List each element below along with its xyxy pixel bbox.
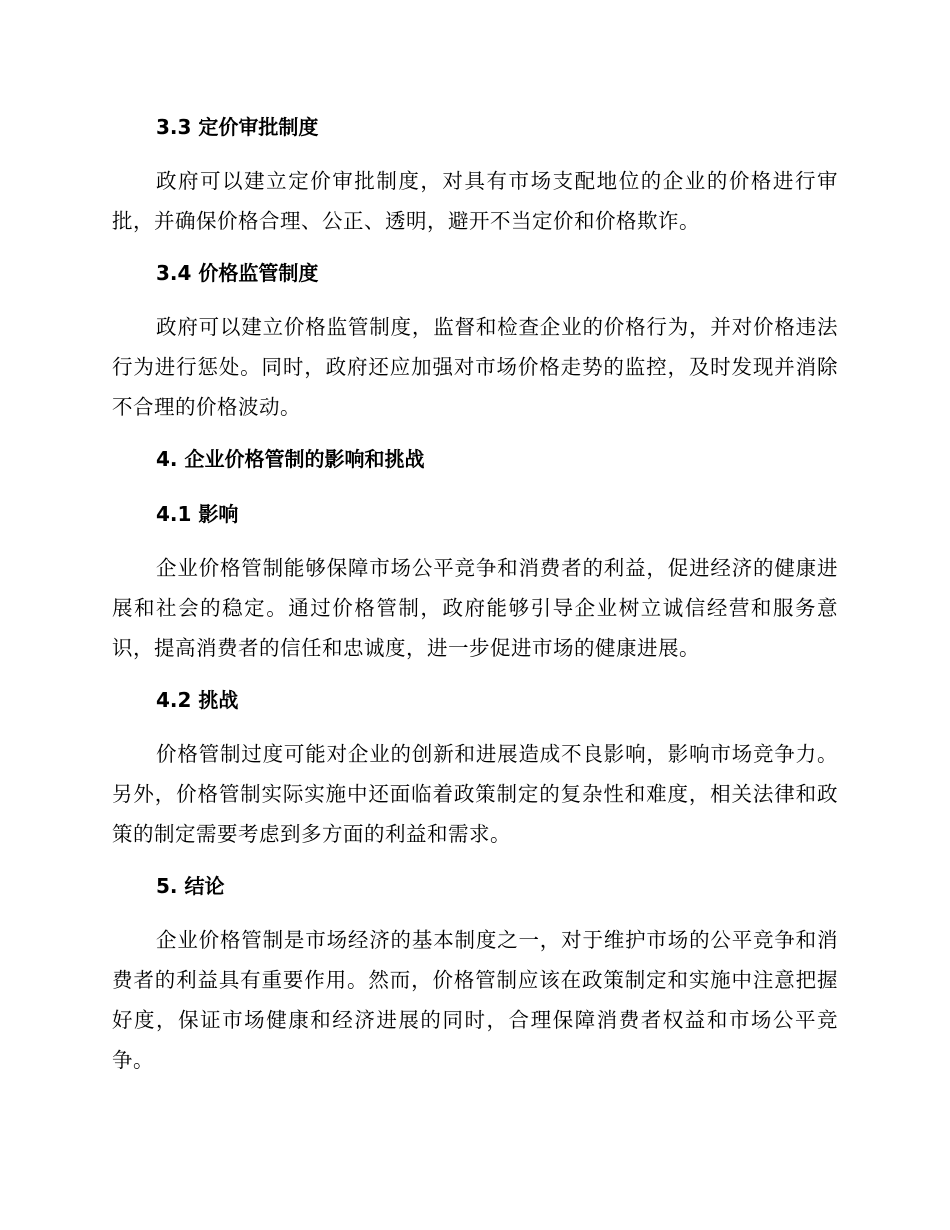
section-heading-3-4: 3.4 价格监管制度 [156, 261, 319, 285]
section-heading-5: 5. 结论 [156, 874, 225, 898]
section-paragraph-3-3: 政府可以建立定价审批制度，对具有市场支配地位的企业的价格进行审批，并确保价格合理、公正、透明，避开不当定价和价格欺诈。 [112, 169, 838, 233]
section-heading-4-2: 4.2 挑战 [156, 688, 239, 712]
section-heading-3-3: 3.3 定价审批制度 [156, 115, 319, 139]
section-heading-4: 4. 企业价格管制的影响和挑战 [156, 447, 425, 471]
section-heading-4-1: 4.1 影响 [156, 502, 239, 526]
section-paragraph-4-1: 企业价格管制能够保障市场公平竞争和消费者的利益，促进经济的健康进展和社会的稳定。通过价格管制，政府能够引导企业树立诚信经营和服务意识，提高消费者的信任和忠诚度，进一步促进市场的健康进展。 [112, 556, 838, 660]
document-page [112, 109, 838, 1080]
section-paragraph-5: 企业价格管制是市场经济的基本制度之一，对于维护市场的公平竞争和消费者的利益具有重要作用。然而，价格管制应该在政策制定和实施中注意把握好度，保证市场健康和经济进展的同时，合理保障消费者权益和市场公平竞争。 [112, 928, 838, 1072]
section-paragraph-4-2: 价格管制过度可能对企业的创新和进展造成不良影响，影响市场竞争力。另外，价格管制实际实施中还面临着政策制定的复杂性和难度，相关法律和政策的制定需要考虑到多方面的利益和需求。 [112, 742, 838, 846]
section-paragraph-3-4: 政府可以建立价格监管制度，监督和检查企业的价格行为，并对价格违法行为进行惩处。同时，政府还应加强对市场价格走势的监控，及时发现并消除不合理的价格波动。 [112, 315, 838, 419]
